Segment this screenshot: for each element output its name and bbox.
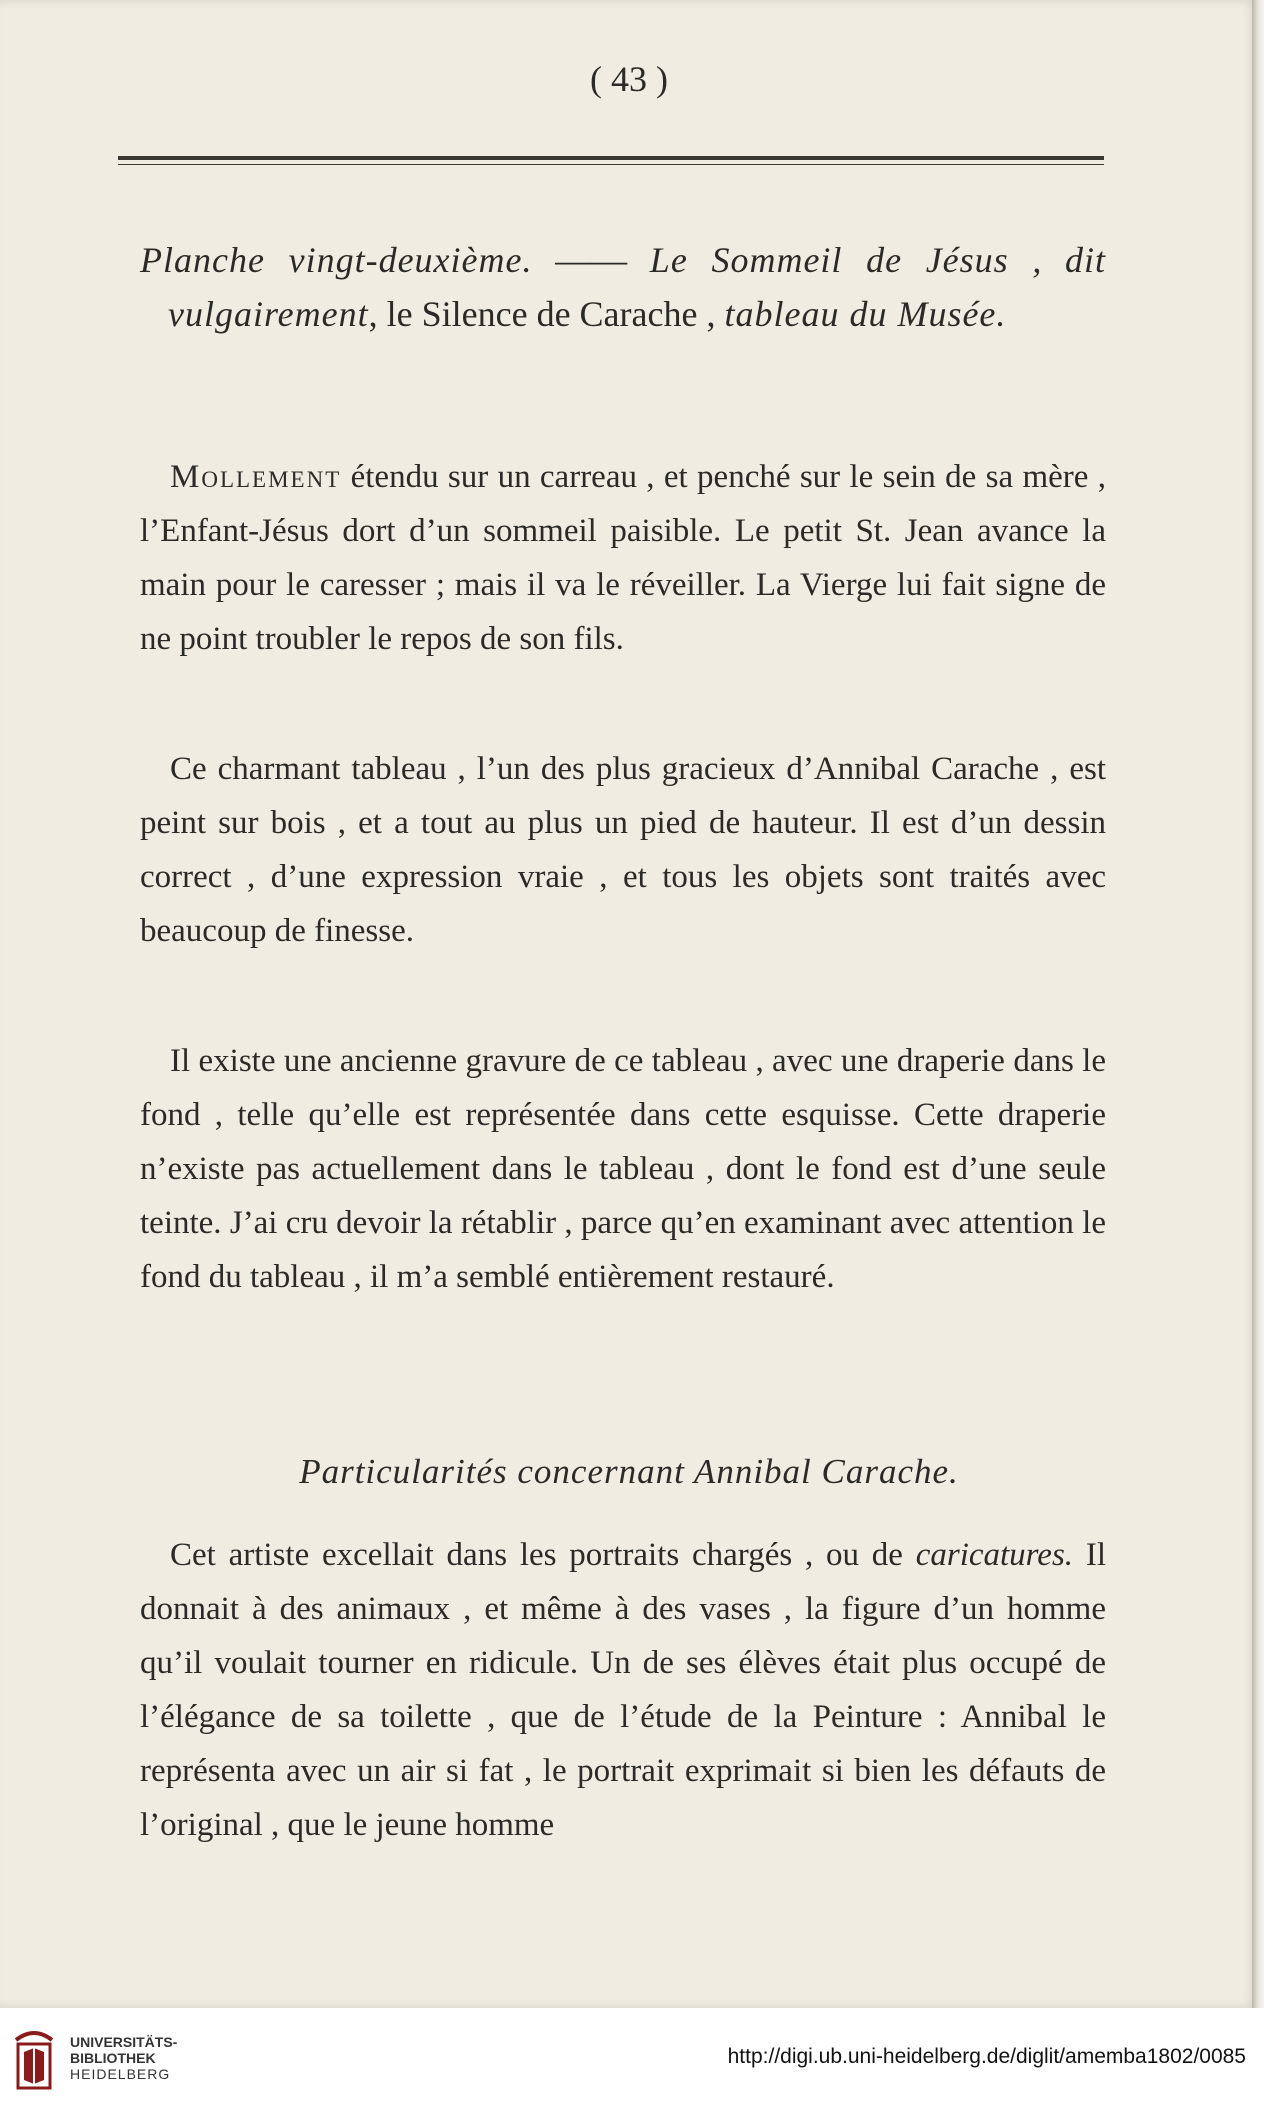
paragraph-description-body: étendu sur un carreau , et penché sur le sein de sa mère , l’Enfant-Jésus dort d’un sommeil paisible. Le petit St. Jean avance la main pour le caresser ; mais il va le réveiller. La Vierge lui fait signe de ne point troubler le repos de son fils. (140, 459, 1106, 657)
library-line-1: UNIVERSITÄTS- (70, 2034, 178, 2050)
source-url-link[interactable]: http://digi.ub.uni-heidelberg.de/diglit/amemba1802/0085 (727, 2045, 1246, 2068)
paragraph-description (140, 450, 1106, 666)
plate-title: Le Sommeil de Jésus , (649, 240, 1043, 280)
paragraph-caricatures-end: Il donnait à des animaux , et même à des vases , la figure d’un homme qu’il voulait tourner en ridicule. Un de ses élèves était plus occupé de l’élégance de sa toilette , que de l’étude de la Peinture : Annibal le représenta avec un air si fat , le portrait exprimait si bien les défauts de l’original , que le jeune homme (140, 1537, 1106, 1843)
page-number: ( 43 ) (590, 59, 668, 99)
paragraph-initial-word: Mollement (170, 459, 342, 495)
section-subheading: Particularités concernant Annibal Carache. (299, 1452, 959, 1491)
header-rule-thin (118, 164, 1104, 165)
library-line-3: HEIDELBERG (70, 2066, 171, 2082)
heading-dash: —— (532, 240, 650, 280)
plate-title-roman: le Silence de Carache , (377, 294, 725, 334)
page-edge (1252, 0, 1264, 2008)
paragraph-caricatures (140, 1528, 1106, 1852)
paragraph-engraving: Il existe une ancienne gravure de ce tableau , avec une draperie dans le fond , telle qu’elle est représentée dans cette esquisse. Cette draperie n’existe pas actuellement dans le tableau , dont le fond est d’une seule teinte. J’ai cru devoir la rétablir , parce qu’en examinant avec attention le fond du tableau , il m’a semblé entièrement restauré. (140, 1043, 1106, 1295)
plate-location: tableau du Musée. (724, 294, 1007, 334)
plate-said: dit vulgairement (168, 240, 1107, 334)
plate-heading (140, 233, 1106, 341)
library-line-2: BIBLIOTHEK (70, 2050, 156, 2066)
library-name (70, 2034, 177, 2082)
caricatures-word: caricatures. (915, 1537, 1074, 1573)
heading-comma: , (368, 294, 378, 334)
paragraph-painting: Ce charmant tableau , l’un des plus gracieux d’Annibal Carache , est peint sur bois , et a tout au plus un pied de hauteur. Il est d’un dessin correct , d’une expression vraie , et tous les objets sont traités avec beaucoup de finesse. (140, 751, 1106, 949)
library-logo-icon (12, 2028, 56, 2094)
header-rule-thick (118, 156, 1104, 160)
paragraph-caricatures-start: Cet artiste excellait dans les portraits chargés , ou de (170, 1537, 916, 1573)
plate-label: Planche vingt-deuxième. (140, 240, 533, 280)
